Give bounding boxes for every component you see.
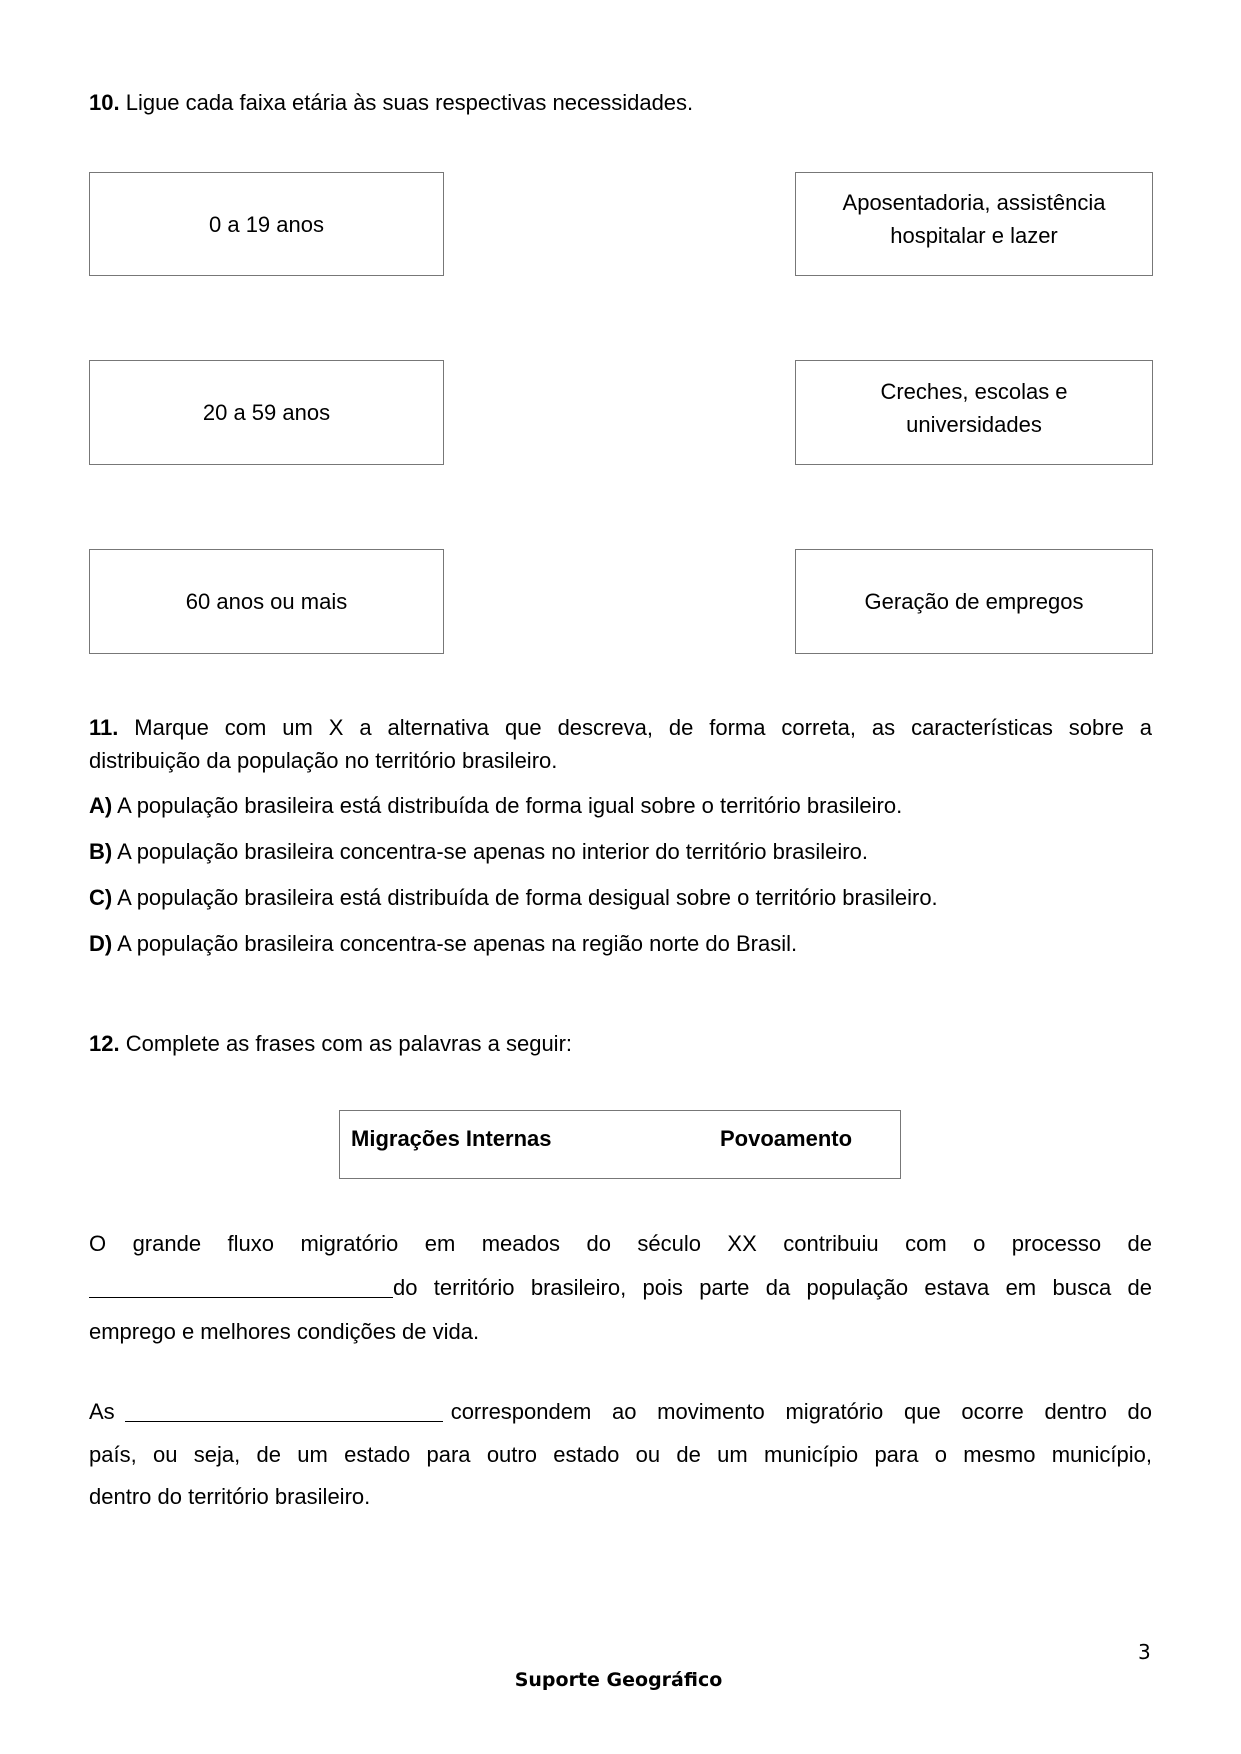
option-text: A população brasileira está distribuída de forma igual sobre o território brasileiro. — [112, 793, 903, 818]
blank-answer-2[interactable] — [125, 1399, 443, 1422]
word-povoamento: Povoamento — [720, 1126, 853, 1151]
word-bank — [339, 1110, 901, 1179]
paragraph-2-line3: dentro do território brasileiro. — [89, 1484, 371, 1509]
question-text: Complete as frases com as palavras a seguir: — [119, 1031, 573, 1056]
paragraph-1-line2 — [89, 1275, 1152, 1301]
box-label-line: Creches, escolas e — [880, 378, 1068, 404]
option-a[interactable] — [89, 793, 902, 819]
option-b[interactable] — [89, 839, 868, 865]
option-letter: A) — [89, 793, 113, 818]
box-label: 20 a 59 anos — [202, 400, 331, 425]
age-box-20-59[interactable] — [89, 360, 444, 465]
option-text: A população brasileira está distribuída de forma desigual sobre o território brasileiro. — [112, 885, 938, 910]
box-label: 60 anos ou mais — [185, 589, 348, 614]
box-label-line: universidades — [906, 411, 1042, 437]
blank-answer-1[interactable] — [89, 1275, 393, 1298]
question-text: Ligue cada faixa etária às suas respectivas necessidades. — [119, 90, 694, 115]
paragraph-2-line1 — [89, 1399, 1152, 1425]
box-label-line: hospitalar e lazer — [890, 223, 1058, 248]
box-label: 0 a 19 anos — [209, 211, 324, 237]
paragraph-1-line1: O grande fluxo migratório em meados do século XX contribuiu com o processo de — [89, 1231, 1152, 1256]
age-box-60-plus[interactable] — [89, 549, 444, 654]
box-label: Geração de empregos — [864, 589, 1084, 614]
question-number: 10. — [89, 90, 120, 115]
word-migracoes-internas: Migrações Internas — [351, 1126, 552, 1151]
paragraph-text: do território brasileiro, pois parte da população estava em busca de — [393, 1275, 1152, 1300]
footer-brand: Suporte Geográfico — [514, 1669, 723, 1691]
option-letter: C) — [89, 885, 113, 910]
option-letter: B) — [89, 839, 113, 864]
option-d[interactable] — [89, 931, 797, 957]
need-box-schools[interactable] — [795, 360, 1153, 465]
question-number: 12. — [89, 1031, 120, 1056]
question-11-line2: distribuição da população no território brasileiro. — [89, 748, 558, 773]
question-number: 11. — [89, 715, 119, 740]
question-text: Marque com um X a alternativa que descreva, de forma correta, as características sobre a — [118, 715, 1152, 740]
question-11-line1 — [89, 715, 1152, 741]
box-label-line: Aposentadoria, assistência — [842, 190, 1106, 215]
option-text: A população brasileira concentra-se apenas no interior do território brasileiro. — [112, 839, 868, 864]
paragraph-text: As — [89, 1399, 115, 1424]
question-10-prompt — [89, 90, 1152, 116]
question-12-prompt — [89, 1031, 1152, 1057]
need-box-jobs[interactable] — [795, 549, 1153, 654]
page-number: 3 — [1138, 1640, 1151, 1664]
option-text: A população brasileira concentra-se apenas na região norte do Brasil. — [112, 931, 798, 956]
option-letter: D) — [89, 931, 113, 956]
paragraph-2-line2: país, ou seja, de um estado para outro estado ou de um município para o mesmo município, — [89, 1442, 1152, 1467]
need-box-retirement[interactable] — [795, 172, 1153, 276]
age-box-0-19[interactable] — [89, 172, 444, 276]
option-c[interactable] — [89, 885, 938, 911]
paragraph-1-line3: emprego e melhores condições de vida. — [89, 1319, 480, 1344]
paragraph-text: correspondem ao movimento migratório que ocorre dentro do — [450, 1399, 1152, 1424]
